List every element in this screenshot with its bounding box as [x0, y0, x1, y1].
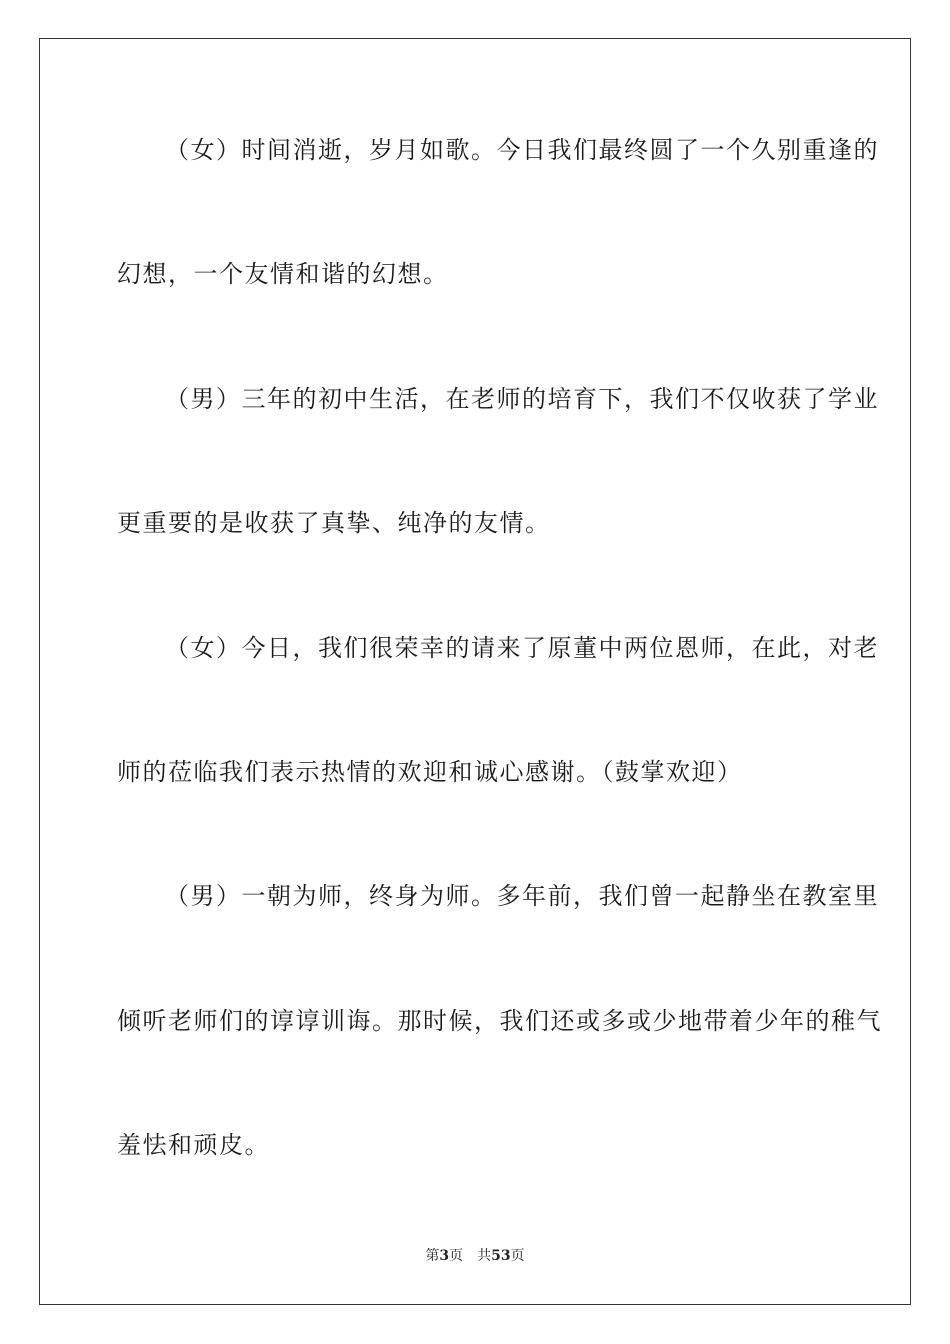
paragraph-4-line-2: 倾听老师们的谆谆训诲。那时候，我们还或多或少地带着少年的稚气 [117, 1007, 882, 1035]
page-frame [39, 38, 911, 1305]
total-suffix: 页 [510, 1248, 525, 1264]
paragraph-1-line-1: （女）时间消逝，岁月如歌。今日我们最终圆了一个久别重逢的 [165, 136, 879, 164]
paragraph-3-line-1: （女）今日，我们很荣幸的请来了原董中两位恩师，在此，对老 [165, 634, 879, 662]
paragraph-2-line-1: （男）三年的初中生活，在老师的培育下，我们不仅收获了学业 [165, 385, 879, 413]
paragraph-4-line-1: （男）一朝为师，终身为师。多年前，我们曾一起静坐在教室里 [165, 882, 879, 910]
paragraph-4-line-3: 羞怯和顽皮。 [117, 1131, 270, 1159]
total-pages: 53 [491, 1248, 511, 1264]
paragraph-3-line-2: 师的莅临我们表示热情的欢迎和诚心感谢。（鼓掌欢迎） [117, 758, 743, 786]
page-prefix: 第 [425, 1248, 440, 1264]
page-suffix: 页 [449, 1248, 464, 1264]
total-prefix: 共 [477, 1248, 492, 1264]
page-number: 3 [439, 1248, 450, 1264]
paragraph-2-line-2: 更重要的是收获了真挚、纯净的友情。 [117, 509, 551, 537]
paragraph-1-line-2: 幻想，一个友情和谐的幻想。 [117, 260, 449, 288]
page-footer [0, 1247, 950, 1265]
